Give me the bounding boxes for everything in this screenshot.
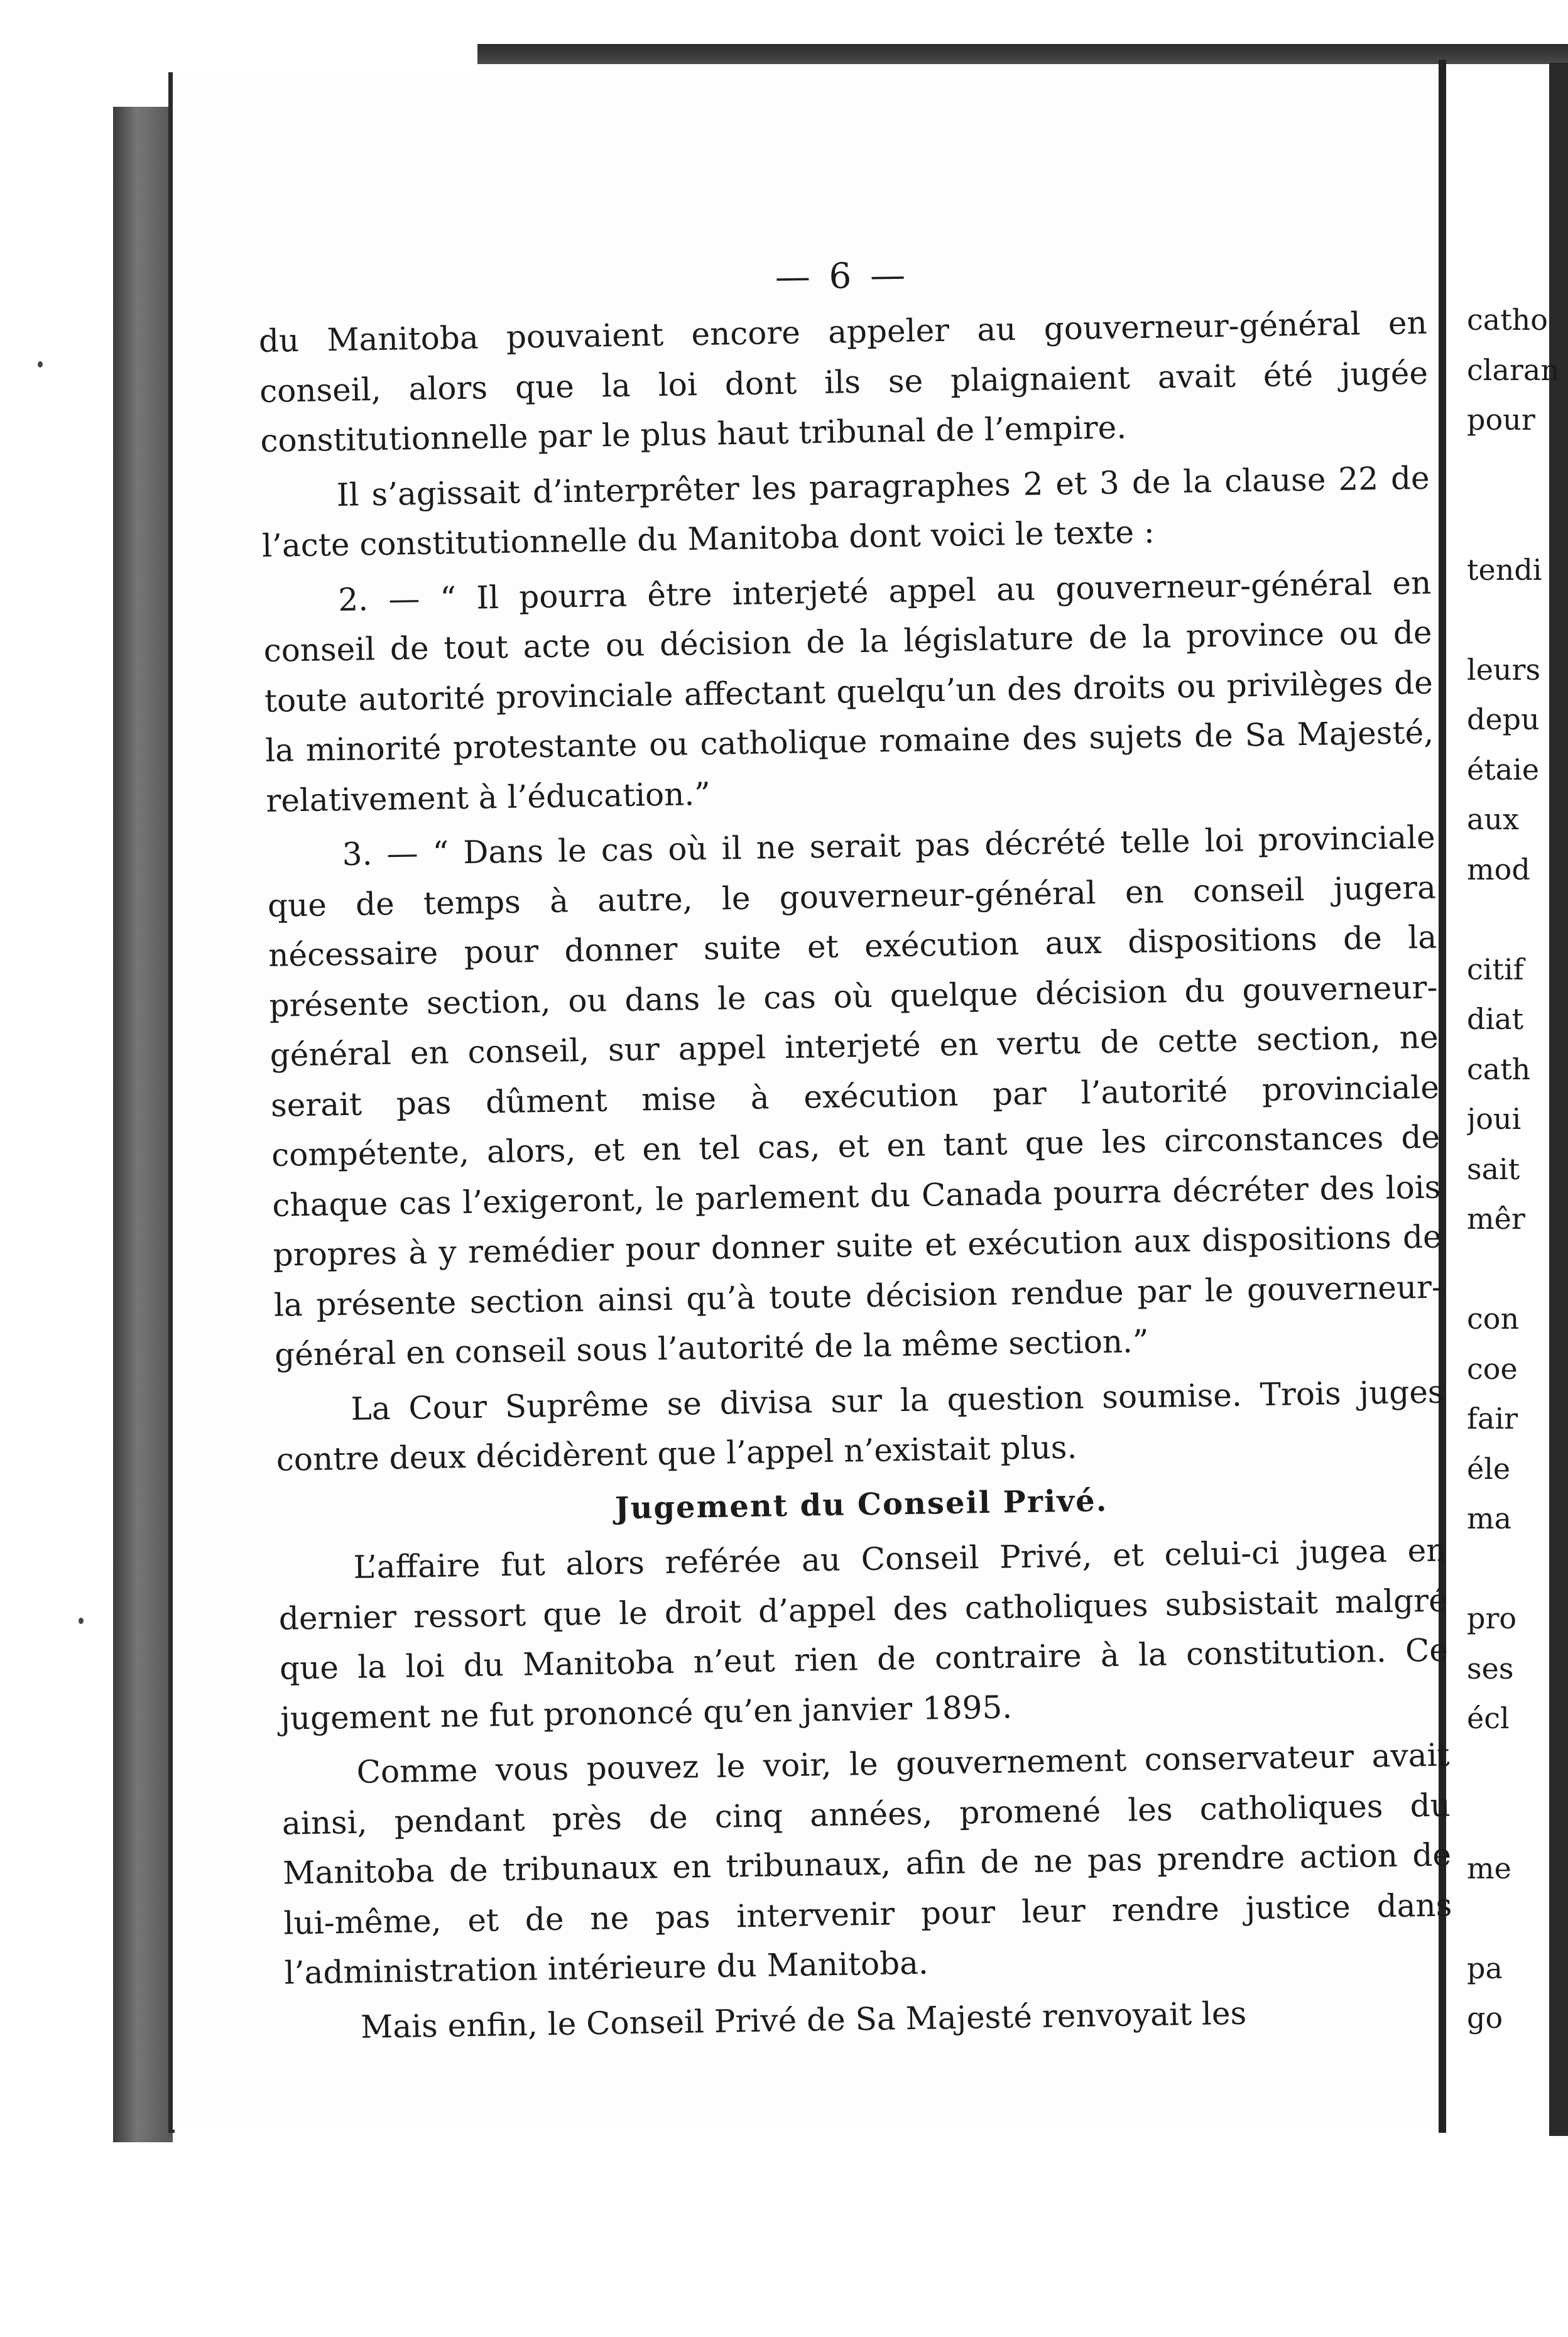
fragment-line: con	[1467, 1302, 1520, 1336]
fragment-line: ses	[1467, 1651, 1514, 1686]
paragraph: du Manitoba pouvaient encore appeler au gouverneur-général en conseil, alors que la loi dont ils se plaignaient avait été jugée constitutionnelle par le plus haut tribunal de l’empire.	[258, 304, 1429, 459]
fragment-line: écl	[1467, 1701, 1510, 1735]
fragment-line: fair	[1467, 1402, 1518, 1435]
adjacent-page-fragment	[1467, 295, 1568, 2044]
fragment-line: pour	[1467, 403, 1535, 437]
fragment-line: pro	[1467, 1601, 1517, 1635]
fragment-line: claran	[1467, 352, 1559, 387]
fragment-line: catho	[1467, 303, 1548, 337]
scan-speck	[79, 1618, 84, 1624]
page-body	[258, 246, 1454, 2054]
fragment-line: coe	[1467, 1351, 1518, 1386]
fragment-line: sait	[1467, 1152, 1520, 1186]
fragment-line	[1467, 1794, 1568, 1844]
fragment-line: pa	[1467, 1951, 1503, 1985]
scan-speck	[38, 361, 43, 368]
quoted-paragraph-2: 2. — “ Il pourra être interjeté appel au gouverneur-général en conseil de tout acte ou décision de la législature de la province ou de toute autorité provinciale affectant quelqu’un des droits ou privilèges de la minorité protestante ou catholique romaine des sujets de Sa Majesté, relativement à l’éducation.”	[263, 564, 1434, 819]
fragment-line: étaie	[1467, 752, 1540, 787]
fragment-line: ma	[1467, 1501, 1512, 1535]
fragment-line	[1467, 445, 1568, 496]
fragment-line: cath	[1467, 1052, 1531, 1086]
fragment-line: mêr	[1467, 1202, 1525, 1236]
section-heading: Jugement du Conseil Privé.	[614, 1483, 1108, 1526]
fragment-line: diat	[1467, 1002, 1524, 1036]
fragment-line: leurs	[1467, 652, 1541, 687]
fragment-line: me	[1467, 1851, 1511, 1885]
fragment-line	[1467, 1245, 1568, 1295]
fragment-line: éle	[1467, 1451, 1511, 1486]
fragment-line	[1467, 1744, 1568, 1794]
paragraph: Comme vous pouvez le voir, le gouvernement conservateur avait ainsi, pendant près de cinq années, promené les catholiques du Manitoba de tribunaux en tribunaux, afin de ne pas prendre action de lui-même, et de ne pas intervenir pour leur rendre justice dans l’administration intérieure du Manitoba.	[281, 1736, 1452, 1991]
quoted-paragraph-3: 3. — “ Dans le cas où il ne serait pas décrété telle loi provinciale que de temps à autre, le gouverneur-général en conseil jugera nécessaire pour donner suite et exécution aux dispositions de la présente section, ou dans le cas où quelque décision du gouverneur-général en conseil, sur appel interjeté en vertu de cette section, ne serait pas dûment mise à exécution par l’autorité provinciale compétente, alors, et en tel cas, et en tant que les circonstances de chaque cas l’exigeront, le parlement du Canada pourra décréter des lois propres à y remédier pour donner suite et exécution aux dispositions de la présente section ainsi qu’à toute décision rendue par le gouverneur-général en conseil sous l’autorité de la même section.”	[267, 819, 1443, 1373]
fragment-line	[1467, 495, 1568, 545]
page-number: — 6 —	[775, 254, 910, 298]
paragraph: Il s’agissait d’interprêter les paragraphes 2 et 3 de la clause 22 de l’acte constitutionnelle du Manitoba dont voici le texte :	[261, 459, 1430, 564]
fragment-line: joui	[1467, 1102, 1522, 1136]
scan-left-border	[113, 107, 173, 2142]
paragraph: La Cour Suprême se divisa sur la question soumise. Trois juges contre deux décidèrent que l’appel n’existait plus.	[276, 1373, 1444, 1478]
fragment-line: mod	[1467, 852, 1530, 886]
fragment-line: citif	[1467, 952, 1524, 986]
fragment-line: go	[1467, 2001, 1503, 2035]
scan-top-border	[477, 44, 1568, 64]
fragment-line: depu	[1467, 702, 1540, 736]
fragment-line	[1467, 1544, 1568, 1594]
fragment-line: tendi	[1467, 552, 1542, 587]
paragraph: Mais enfin, le Conseil Privé de Sa Majesté renvoyait les	[360, 1995, 1247, 2046]
fragment-line	[1467, 595, 1568, 645]
fragment-line	[1467, 1893, 1568, 1944]
fragment-line	[1467, 895, 1568, 945]
paragraph: L’affaire fut alors reférée au Conseil Privé, et celui-ci jugea en dernier ressort que le droit d’appel des catholiques subsistait malgré que la loi du Manitoba n’eut rien de contraire à la constitution. Ce jugement ne fut prononcé qu’en janvier 1895.	[278, 1532, 1449, 1737]
fragment-line: aux	[1467, 802, 1519, 836]
